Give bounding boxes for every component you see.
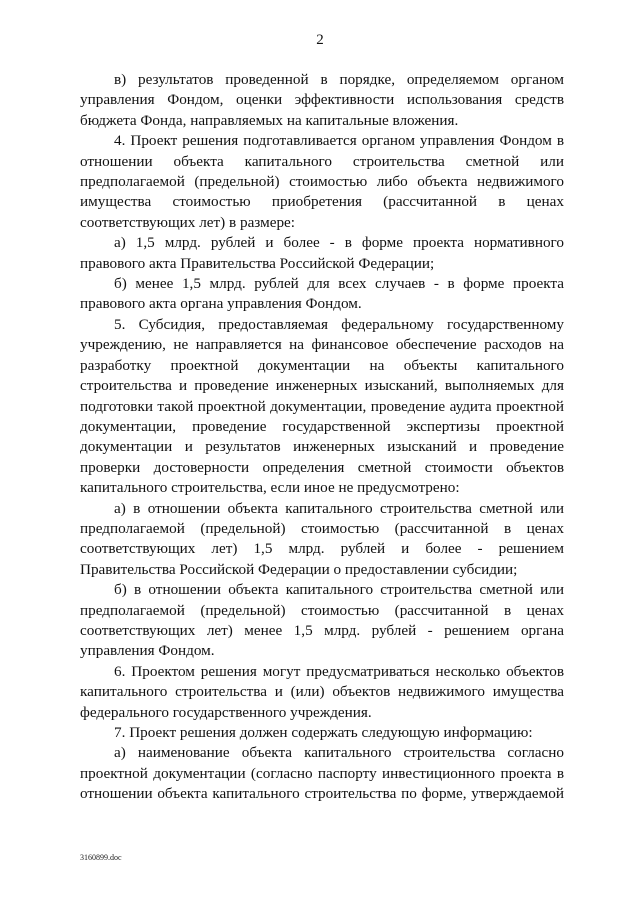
paragraph-7: 7. Проект решения должен содержать следующую информацию: [114, 724, 533, 741]
paragraph-5a: а) в отношении объекта капитального строительства сметной или предполагаемой (предельной) стоимостью (рассчитанной в ценах соответствующих лет) 1,5 млрд. рублей и более - решением Правительства Российской Федерации о предоставлении субсидии; [80, 499, 564, 578]
paragraph-3v: в) результатов проведенной в порядке, определяемом органом управления Фондом, оценки эффективности использования средств бюджета Фонда, направляемых на капитальные вложения. [80, 71, 564, 129]
paragraph-4: 4. Проект решения подготавливается органом управления Фондом в отношении объекта капитального строительства сметной или предполагаемой (предельной) стоимостью либо объекта недвижимого имущества стоимостью приобретения (рассчитанной в ценах соответствующих лет) в размере: [80, 132, 564, 231]
page-number: 2 [316, 32, 324, 48]
document-body [80, 70, 564, 805]
file-name-footer: 3160899.doc [80, 853, 122, 862]
paragraph-5b: б) в отношении объекта капитального строительства сметной или предполагаемой (предельной) стоимостью (рассчитанной в ценах соответствующих лет) менее 1,5 млрд. рублей - решением органа управления Фондом. [80, 581, 564, 660]
paragraph-7a: а) наименование объекта капитального строительства согласно проектной документации (согласно паспорту инвестиционного проекта в отношении объекта капитального строительства по форме, утверждаемой [80, 744, 564, 803]
paragraph-4b: б) менее 1,5 млрд. рублей для всех случаев - в форме проекта правового акта органа управления Фондом. [80, 275, 564, 313]
paragraph-5: 5. Субсидия, предоставляемая федеральному государственному учреждению, не направляется на финансовое обеспечение расходов на разработку проектной документации на объекты капитального строительства и проведение инженерных изысканий, выполняемых для подготовки такой проектной документации, проведение аудита проектной документации, проведение государственной экспертизы проектной документации и результатов инженерных изысканий и проведение проверки достоверности определения сметной стоимости объектов капитального строительства, если иное не предусмотрено: [80, 315, 564, 497]
paragraph-6: 6. Проектом решения могут предусматриваться несколько объектов капитального строительства и (или) объектов недвижимого имущества федерального государственного учреждения. [80, 662, 564, 721]
paragraph-4a: а) 1,5 млрд. рублей и более - в форме проекта нормативного правового акта Правительства Российской Федерации; [80, 234, 564, 272]
